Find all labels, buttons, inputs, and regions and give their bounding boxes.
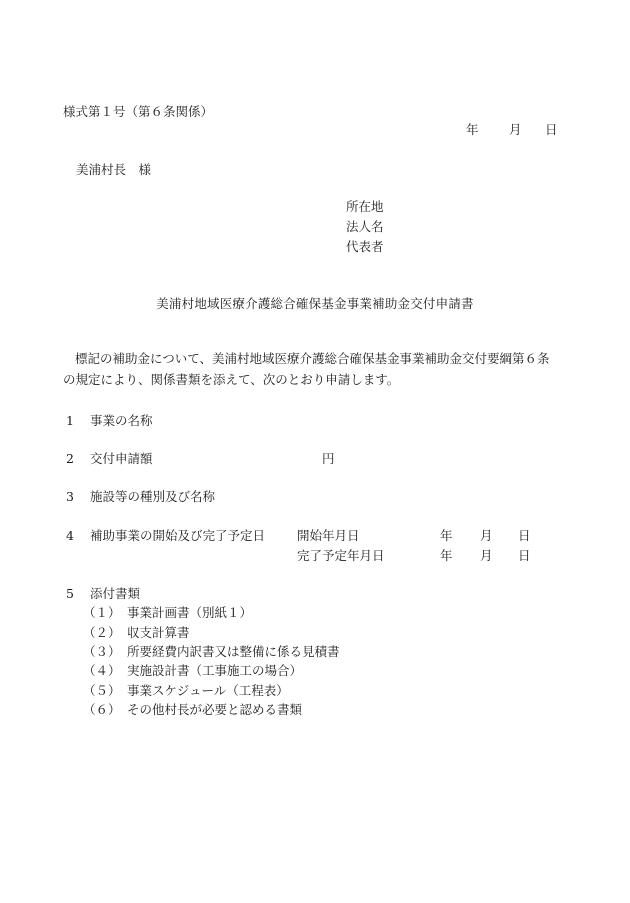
addressee: 美浦村長 様 [76, 162, 152, 177]
item-label: 補助事業の開始及び完了予定日 [90, 528, 266, 543]
item-label: 施設等の種別及び名称 [90, 489, 216, 504]
item-number: 4 [66, 528, 74, 543]
start-day-label: 日 [518, 528, 531, 543]
item-number: 2 [66, 451, 74, 466]
attachment-label: 収支計算書 [127, 625, 190, 640]
date-day-label: 日 [545, 122, 558, 137]
attachment-number: （５） [83, 683, 121, 698]
end-day-label: 日 [518, 548, 531, 563]
attachment-label: 所要経費内訳書又は整備に係る見積書 [127, 644, 340, 659]
attachment-number: （４） [83, 663, 121, 678]
attachment-number: （３） [83, 644, 121, 659]
attachment-label: 事業計画書（別紙１） [127, 605, 253, 620]
end-year-label: 年 [440, 548, 453, 563]
applicant-representative-label: 代表者 [346, 239, 384, 254]
item-number: 3 [66, 489, 74, 504]
item-number: 1 [66, 413, 74, 428]
applicant-address-label: 所在地 [346, 199, 384, 214]
attachment-number: （６） [83, 702, 121, 717]
start-year-label: 年 [440, 528, 453, 543]
body-line-2: の規定により、関係書類を添えて、次のとおり申請します。 [63, 372, 400, 387]
item-label: 事業の名称 [90, 413, 153, 428]
date-year-label: 年 [466, 122, 479, 137]
start-date-label: 開始年月日 [297, 528, 360, 543]
end-date-label: 完了予定年月日 [297, 548, 385, 563]
applicant-corporation-label: 法人名 [346, 219, 384, 234]
attachment-label: 実施設計書（工事施工の場合） [127, 663, 303, 678]
item-number: 5 [66, 586, 74, 601]
body-line-1: 標記の補助金について、美浦村地域医療介護総合確保基金事業補助金交付要綱第６条 [75, 351, 550, 366]
attachment-label: その他村長が必要と認める書類 [127, 702, 303, 717]
start-month-label: 月 [480, 528, 493, 543]
date-month-label: 月 [509, 122, 522, 137]
document-title: 美浦村地域医療介護総合確保基金事業補助金交付申請書 [156, 296, 474, 311]
attachment-number: （１） [83, 605, 121, 620]
attachment-number: （２） [83, 625, 121, 640]
end-month-label: 月 [480, 548, 493, 563]
item-label: 交付申請額 [90, 451, 153, 466]
amount-unit: 円 [322, 451, 335, 466]
attachment-label: 事業スケジュール（工程表） [127, 683, 289, 698]
item-label: 添付書類 [90, 586, 141, 601]
form-number: 様式第１号（第６条関係） [63, 104, 214, 119]
